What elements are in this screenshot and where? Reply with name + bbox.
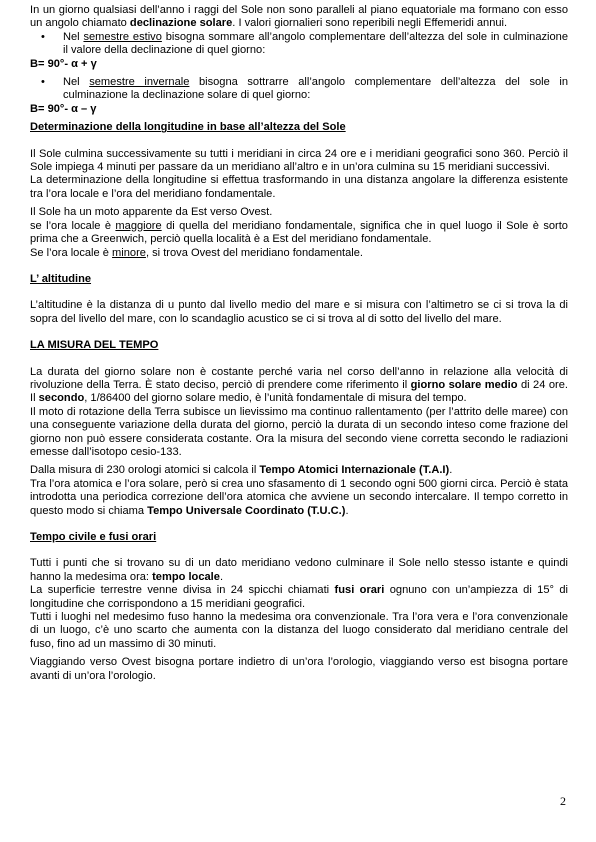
paragraph-fusi-4: Viaggiando verso Ovest bisogna portare indietro di un’ora l’orologio, viaggiando verso est bisogna portare avanti di un’ora l’orologio. — [30, 656, 568, 682]
text: La superficie terrestre venne divisa in 24 spicchi chiamati — [30, 584, 335, 597]
formula-estivo: B= 90°- α + γ — [30, 57, 97, 70]
text: . — [345, 504, 349, 517]
term-giorno-solare-medio: giorno solare medio — [410, 378, 518, 391]
text: In un giorno qualsiasi dell’anno i raggi del Sole non sono paralleli al piano equatoriale ma formano con esso un angolo chiamato — [30, 4, 568, 30]
heading-misura-tempo: LA MISURA DEL TEMPO — [30, 339, 159, 352]
formula-invernale: B= 90°- α – γ — [30, 102, 97, 115]
text: se l’ora locale è — [30, 219, 116, 232]
text: Nel — [63, 76, 90, 89]
bullet-list-invernale — [30, 76, 568, 103]
term-secondo: secondo — [38, 392, 85, 405]
paragraph-longitudine-1: Il Sole culmina successivamente su tutti i meridiani in circa 24 ore e i meridiani geografici sono 360. Perciò il Sole impiega 4 minuti per passare da un meridiano all’altro e in un’ora culmina su 15 meridiani successivi. — [30, 147, 568, 174]
text: . — [449, 464, 453, 477]
text: . — [219, 570, 224, 583]
page-number: 2 — [560, 794, 566, 808]
term-semestre-estivo: semestre estivo — [83, 30, 162, 43]
term-minore: minore — [112, 246, 146, 259]
text: . I valori giornalieri sono reperibili negli Effemeridi annui. — [232, 17, 508, 30]
paragraph-altitudine: L’altitudine è la distanza di u punto dal livello medio del mare e si misura con l’altimetro se ci si trova la di sopra del livello del mare, con lo scandaglio acustico se ci si trova al di sotto del livello del mare. — [30, 299, 568, 325]
text: , si trova Ovest del meridiano fondamentale. — [145, 246, 364, 259]
text: La durata del giorno solare non è costante perché varia nel corso dell’anno in relazione alla velocità di rivoluzione della Terra. È stato deciso, perciò di prendere come riferimento il — [30, 365, 568, 391]
paragraph-longitudine-4 — [30, 220, 568, 247]
paragraph-tempo-1 — [30, 366, 568, 406]
paragraph-tempo-3 — [30, 464, 568, 477]
paragraph-longitudine-3: Il Sole ha un moto apparente da Est verso Ovest. — [30, 206, 273, 219]
term-semestre-invernale: semestre invernale — [89, 76, 190, 89]
bullet-item-invernale — [30, 76, 568, 103]
term-fusi-orari: fusi orari — [334, 584, 385, 597]
text: Nel — [63, 30, 84, 43]
bullet-icon: • — [41, 76, 45, 89]
paragraph-fusi-1 — [30, 557, 568, 584]
text: Tutti i punti che si trovano su di un dato meridiano vedono culminare il Sole nello stesso istante e quindi hanno la medesima ora: — [30, 557, 568, 583]
paragraph-tempo-2: Il moto di rotazione della Terra subisce un lievissimo ma continuo rallentamento (per l’attrito delle maree) con una conseguente variazione della durata del giorno, perciò la durata di un secondo inteso come frazione del giorno non può essere considerata costante. Ora la misura del secondo viene corretta secondo le radiazioni emesse dall’isotopo cesio-133. — [30, 405, 568, 458]
text: ognuno con un’ampiezza di 15° di longitudine che corrispondono a 15 meridiani geografici. — [30, 584, 568, 610]
document-page — [30, 4, 568, 683]
bullet-item-estivo — [30, 31, 568, 58]
paragraph-fusi-3: Tutti i luoghi nel medesimo fuso hanno la medesima ora convenzionale. Tra l’ora vera e l’ora convenzionale di un luogo, c’è uno scarto che aumenta con la distanza del luogo considerato dal meridiano centrale del fuso, fino ad un massimo di 30 minuti. — [30, 611, 568, 650]
bullet-list-estivo — [30, 31, 568, 58]
heading-longitudine: Determinazione della longitudine in base all’altezza del Sole — [30, 121, 346, 134]
paragraph-declinazione — [30, 4, 568, 31]
text: Se l’ora locale è — [30, 246, 113, 259]
term-maggiore: maggiore — [115, 219, 162, 232]
text: bisogna sommare all’angolo complementare dell’altezza del sole in culminazione il valore della declinazione di quel giorno: — [63, 30, 569, 57]
text: di quella del meridiano fondamentale, significa che in quel luogo il Sole è sorto prima che a Greenwich, perciò quella località è a Est del meridiano fondamentale. — [30, 219, 568, 246]
term-tuc: Tempo Universale Coordinato (T.U.C.) — [147, 504, 346, 517]
heading-altitudine: L’ altitudine — [30, 272, 92, 285]
paragraph-tempo-4 — [30, 478, 568, 518]
text: Tra l’ora atomica e l’ora solare, però si crea uno sfasamento di 1 secondo ogni 500 giorni circa. Perciò è stata introdotta una periodica correzione dell’ora atomica che avviene un secondo intercalare. Il tempo corretto in questo modo si chiama — [30, 477, 568, 517]
heading-fusi-orari: Tempo civile e fusi orari — [30, 531, 157, 543]
text: Dalla misura di 230 orologi atomici si calcola il — [30, 464, 260, 477]
paragraph-longitudine-5 — [30, 247, 568, 260]
term-tempo-locale: tempo locale — [152, 570, 220, 583]
bullet-icon: • — [41, 30, 45, 43]
paragraph-longitudine-2: La determinazione della longitudine si effettua trasformando in una distanza angolare la differenza esistente tra l’ora locale e l’ora del meridiano fondamentale. — [30, 174, 568, 200]
term-tai: Tempo Atomici Internazionale (T.A.I) — [259, 464, 450, 477]
text: bisogna sottrarre all’angolo complementare dell’altezza del sole in culminazione la declinazione solare di quel giorno: — [63, 76, 568, 102]
paragraph-fusi-2 — [30, 584, 568, 611]
text: di 24 ore. Il — [30, 378, 568, 405]
term-declinazione-solare: declinazione solare — [129, 17, 233, 30]
text: , 1/86400 del giorno solare medio, è l’unità fondamentale di misura del tempo. — [84, 392, 467, 405]
